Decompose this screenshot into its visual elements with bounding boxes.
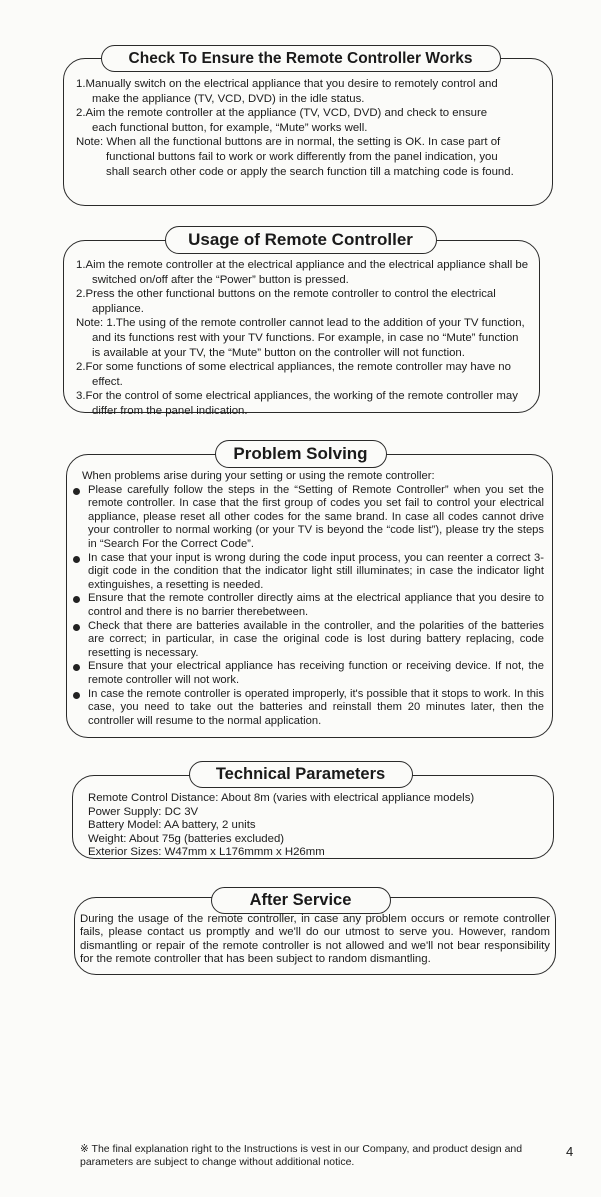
usage-step-1: 1.Aim the remote controller at the electrical appliance and the electrical appliance shall be xyxy=(76,259,529,271)
problem-list xyxy=(72,484,544,729)
usage-note-3: 3.For the control of some electrical appliances, the working of the remote controller may xyxy=(76,390,518,403)
usage-note-1-cont-1: and its functions rest with your TV functions. For example, in case no “Mute” function xyxy=(92,331,519,344)
tech-line: Battery Model: AA battery, 2 units xyxy=(88,819,256,832)
problem-item: Check that there are batteries available in the controller, and the polarities of the batteries are correct; in particular, in case the original code is lost during battery replacing, code resetting is necessary. xyxy=(72,620,544,661)
problem-intro: When problems arise during your setting or using the remote controller: xyxy=(82,470,435,482)
check-note-cont-2: shall search other code or apply the search function till a matching code is found. xyxy=(106,165,514,178)
usage-note-2: 2.For some functions of some electrical appliances, the remote controller may have no xyxy=(76,361,511,374)
problem-item: Ensure that the remote controller directly aims at the electrical appliance that you desire to control and there is no barrier therebetween. xyxy=(72,592,544,619)
problem-section-title: Problem Solving xyxy=(215,440,387,468)
usage-step-1-cont: switched on/off after the “Power” button is pressed. xyxy=(92,273,349,286)
after-section-title: After Service xyxy=(211,887,391,914)
check-note: Note: When all the functional buttons are in normal, the setting is OK. In case part of xyxy=(76,136,501,149)
problem-section-content xyxy=(72,470,544,728)
check-step-2: 2.Aim the remote controller at the appliance (TV, VCD, DVD) and check to ensure xyxy=(76,107,488,120)
usage-note-1: Note: 1.The using of the remote controller cannot lead to the addition of your TV function, xyxy=(76,317,525,330)
tech-line: Exterior Sizes: W47mm x L176mmm x H26mm xyxy=(88,846,325,859)
tech-section-title: Technical Parameters xyxy=(189,761,413,788)
after-section-content xyxy=(80,913,550,967)
usage-note-3-cont: differ from the panel indication. xyxy=(92,404,248,417)
tech-line: Remote Control Distance: About 8m (varies with electrical appliance models) xyxy=(88,792,475,804)
page-number: 4 xyxy=(566,1144,574,1159)
check-note-cont-1: functional buttons fail to work or work differently from the panel indication, you xyxy=(106,150,498,163)
after-service-text: During the usage of the remote controller, in case any problem occurs or remote controller fails, please contact us promptly and we'll do our utmost to serve you. However, random dismantling or repair of the remote controller is not allowed and we'll not bear responsibility for the remote controller that has been subject to random dismantling. xyxy=(80,913,550,966)
usage-step-2: 2.Press the other functional buttons on the remote controller to control the electrical xyxy=(76,288,496,301)
check-section-content xyxy=(76,77,546,179)
check-step-1: 1.Manually switch on the electrical appliance that you desire to remotely control and xyxy=(76,78,498,90)
check-step-2-cont: each functional button, for example, “Mute” works well. xyxy=(92,121,368,134)
usage-note-2-cont: effect. xyxy=(92,375,123,388)
tech-section-content xyxy=(88,792,548,860)
tech-line: Weight: About 75g (batteries excluded) xyxy=(88,832,285,845)
usage-section-content xyxy=(76,258,546,419)
problem-item: Ensure that your electrical appliance has receiving function or receiving device. If not, the remote controller will not work. xyxy=(72,660,544,687)
footnote: ※ The final explanation right to the Instructions is vest in our Company, and product design and parameters are subject to change without additional notice. xyxy=(80,1143,523,1168)
usage-step-2-cont: appliance. xyxy=(92,302,144,315)
usage-section-title: Usage of Remote Controller xyxy=(165,226,437,254)
check-step-1-cont: make the appliance (TV, VCD, DVD) in the idle status. xyxy=(92,92,365,105)
usage-note-1-cont-2: is available at your TV, the “Mute” button on the controller will not function. xyxy=(92,346,465,359)
problem-item: In case the remote controller is operated improperly, it's possible that it stops to work. In this case, you need to take out the batteries and reinstall them 20 minutes later, then the controller will resume to the normal application. xyxy=(72,688,544,729)
problem-item: In case that your input is wrong during the code input process, you can reenter a correct 3-digit code in the condition that the indicator light still illuminates; in case the indicator light extinguishes, a resetting is needed. xyxy=(72,552,544,593)
problem-item: Please carefully follow the steps in the “Setting of Remote Controller” when you set the remote controller. In case that the first group of codes you set fail to control your electrical appliance, please reset all other codes for the same brand. In case all codes cannot drive your controller to normal working (or your TV is beyond the “code list”), please try the steps in “Search For the Correct Code”. xyxy=(72,484,544,552)
tech-line: Power Supply: DC 3V xyxy=(88,805,199,818)
check-section-title: Check To Ensure the Remote Controller Works xyxy=(101,45,501,72)
